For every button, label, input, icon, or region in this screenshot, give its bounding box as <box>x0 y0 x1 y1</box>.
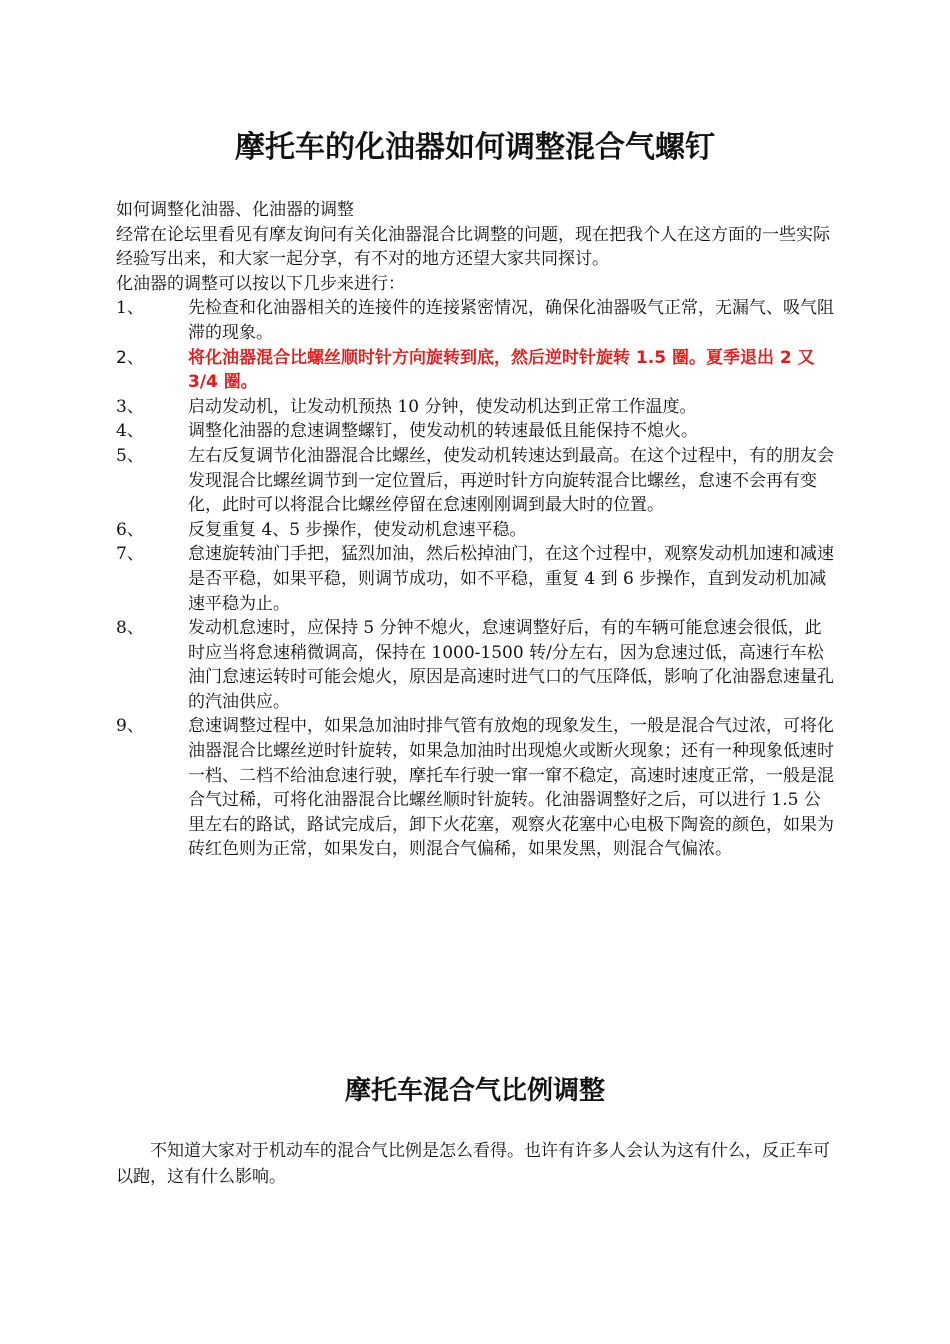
step-text: 启动发动机，让发动机预热 10 分钟，使发动机达到正常工作温度。 <box>188 396 697 417</box>
step-text: 反复重复 4、5 步操作，使发动机怠速平稳。 <box>188 519 527 540</box>
document-title: 摩托车的化油器如何调整混合气螺钉 <box>235 130 715 165</box>
intro-heading: 如何调整化油器、化油器的调整 <box>116 200 354 220</box>
article-body <box>116 198 836 862</box>
section-paragraph: 不知道大家对于机动车的混合气比例是怎么看得。也许有许多人会认为这有什么，反正车可以跑，这有什么影响。 <box>116 1141 830 1187</box>
step-text: 先检查和化油器相关的连接件的连接紧密情况，确保化油器吸气正常，无漏气、吸气阻滞的现象。 <box>188 298 834 343</box>
step-6 <box>116 518 836 543</box>
step-number: 6、 <box>116 519 144 540</box>
step-9 <box>116 714 836 862</box>
step-7 <box>116 542 836 616</box>
step-text: 左右反复调节化油器混合比螺丝，使发动机转速达到最高。在这个过程中，有的朋友会发现混合比螺丝调节到一定位置后，再逆时针方向旋转混合比螺丝，怠速不会再有变化，此时可以将混合比螺丝停留在怠速刚刚调到最大时的位置。 <box>188 445 834 516</box>
step-number: 3、 <box>116 396 144 417</box>
step-5 <box>116 444 836 518</box>
step-number: 8、 <box>116 618 144 639</box>
step-3 <box>116 395 836 420</box>
step-8 <box>116 616 836 714</box>
step-number: 5、 <box>116 445 144 466</box>
section-body <box>116 1138 836 1190</box>
step-2-highlighted <box>116 346 836 395</box>
step-text: 怠速旋转油门手把，猛烈加油，然后松掉油门，在这个过程中，观察发动机加速和减速是否平稳，如果平稳，则调节成功，如不平稳，重复 4 到 6 步操作，直到发动机加减速平稳为止。 <box>188 544 834 614</box>
intro-lead: 化油器的调整可以按以下几步来进行： <box>116 273 405 294</box>
step-number: 2、 <box>116 347 144 368</box>
step-text: 调整化油器的怠速调整螺钉，使发动机的转速最低且能保持不熄火。 <box>188 421 698 442</box>
intro-paragraph: 经常在论坛里看见有摩友询问有关化油器混合比调整的问题，现在把我个人在这方面的一些实际经验写出来，和大家一起分享，有不对的地方还望大家共同探讨。 <box>116 224 830 270</box>
step-text: 怠速调整过程中，如果急加油时排气管有放炮的现象发生，一般是混合气过浓，可将化油器混合比螺丝逆时针旋转，如果急加油时出现熄火或断火现象；还有一种现象低速时一档、二档不给油怠速行驶，摩托车行驶一窜一窜不稳定，高速时速度正常，一般是混合气过稀，可将化油器混合比螺丝顺时针旋转。化油器调整好之后，可以进行 1.5 公里左右的路试，路试完成后，卸下火花塞，观察火花塞中心电极下陶瓷的颜色，如果为砖红色则为正常，如果发白，则混合气偏稀，如果发黑，则混合气偏浓。 <box>188 716 834 860</box>
step-number: 4、 <box>116 421 144 442</box>
step-text: 将化油器混合比螺丝顺时针方向旋转到底，然后逆时针旋转 1.5 圈。夏季退出 2 又 3/4 圈。 <box>188 347 815 393</box>
step-4 <box>116 419 836 444</box>
section-title: 摩托车混合气比例调整 <box>344 1076 605 1106</box>
step-1 <box>116 296 836 345</box>
step-number: 1、 <box>116 298 144 319</box>
step-number: 7、 <box>116 544 144 565</box>
step-text: 发动机怠速时，应保持 5 分钟不熄火，怠速调整好后，有的车辆可能怠速会很低，此时应当将怠速稍微调高，保持在 1000-1500 转/分左右，因为怠速过低，高速行车松油门怠速运转时可能会熄火，原因是高速时进气口的气压降低，影响了化油器怠速量孔的汽油供应。 <box>188 618 834 712</box>
step-number: 9、 <box>116 716 144 737</box>
